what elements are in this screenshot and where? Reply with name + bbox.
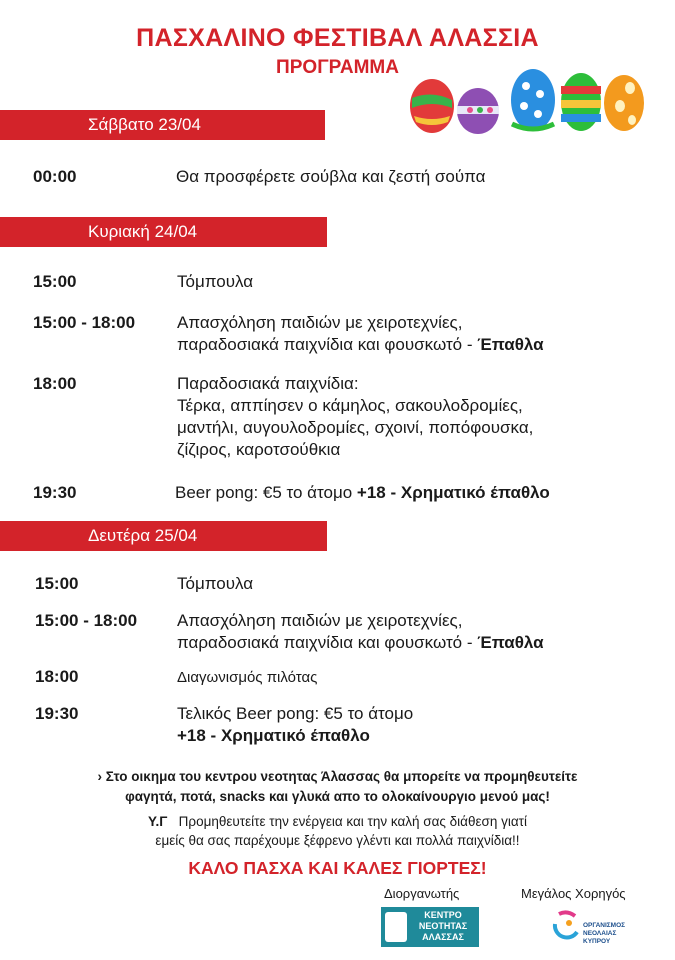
event-description xyxy=(177,573,253,595)
event-description xyxy=(177,703,413,747)
event-time: 15:00 - 18:00 xyxy=(35,611,138,630)
ps-line: Υ.Γ Προμηθευτείτε την ενέργεια και την καλή σας διάθεση γιατί xyxy=(148,814,527,829)
event-time: 15:00 xyxy=(35,574,79,593)
organizer-logo: ΚΕΝΤΡΟ ΝΕΟΤΗΤΑΣ ΑΛΑΣΣΑΣ xyxy=(381,907,479,947)
event-time: 19:30 xyxy=(33,483,77,502)
egg-blue-icon xyxy=(511,69,555,131)
event-line: παραδοσιακά παιχνίδια και φουσκωτό - xyxy=(177,335,478,354)
event-line: Τόμπουλα xyxy=(177,574,254,593)
prize-label: Έπαθλα xyxy=(477,335,544,354)
event-time: 19:30 xyxy=(35,704,79,723)
event-line: μαντήλι, αυγουλοδρομίες, σχοινί, ποπόφουσκα, xyxy=(177,418,534,437)
venue-note-line: › Στο οικημα του κεντρου νεοτητας Άλασσας θα μπορείτε να προμηθευτείτε xyxy=(97,769,578,784)
event-line: Τελικός Beer pong: €5 το άτομο xyxy=(177,704,414,723)
event-description xyxy=(176,166,485,188)
prize-label: Έπαθλα xyxy=(477,633,544,652)
event-time: 00:00 xyxy=(33,167,77,186)
day-header-sunday: Κυριακή 24/04 xyxy=(0,217,327,247)
event-line: Παραδοσιακά παιχνίδια: xyxy=(177,374,359,393)
event-time: 18:00 xyxy=(33,374,77,393)
egg-purple-icon xyxy=(457,88,499,134)
program-subtitle: ΠΡΟΓΡΑΜΜΑ xyxy=(276,57,399,78)
event-line: Απασχόληση παιδιών με χειροτεχνίες, xyxy=(177,313,463,332)
day-header-saturday: Σάββατο 23/04 xyxy=(0,110,325,140)
easter-greeting: ΚΑΛΟ ΠΑΣΧΑ ΚΑΙ ΚΑΛΕΣ ΓΙΟΡΤΕΣ! xyxy=(188,858,487,878)
event-description xyxy=(177,312,544,356)
event-line: Διαγωνισμός πιλότας xyxy=(177,669,318,686)
youth-center-icon xyxy=(385,912,407,942)
event-line: Τέρκα, αππίησεν ο κάμηλος, σακουλοδρομίες, xyxy=(177,396,523,415)
prize-label: +18 - Χρηματικό έπαθλο xyxy=(356,483,550,502)
event-description xyxy=(177,373,533,461)
event-line: Τόμπουλα xyxy=(177,272,254,291)
event-time: 15:00 - 18:00 xyxy=(33,313,136,332)
ps-label: Υ.Γ xyxy=(148,814,168,829)
event-line: Beer pong: €5 το άτομο xyxy=(175,483,357,502)
prize-label: +18 - Χρηματικό έπαθλο xyxy=(177,726,370,745)
event-line: παραδοσιακά παιχνίδια και φουσκωτό - xyxy=(177,633,478,652)
festival-title: ΠΑΣΧΑΛΙΝΟ ΦΕΣΤΙΒΑΛ ΑΛΑΣΣΙΑ xyxy=(136,24,539,52)
event-description xyxy=(177,667,317,689)
event-description xyxy=(177,610,544,654)
ps-line: εμείς θα σας παρέχουμε ξέφρενο γλέντι και πολλά παιχνίδια!! xyxy=(155,833,520,848)
easter-eggs-illustration xyxy=(408,66,648,136)
venue-note-line: φαγητά, ποτά, snacks και γλυκά απο το ολοκαίνουργιο μενού μας! xyxy=(125,789,550,804)
event-line: ζίζιρος, καροτσούθκια xyxy=(177,440,341,459)
day-header-monday: Δευτέρα 25/04 xyxy=(0,521,327,551)
egg-red-icon xyxy=(410,79,454,133)
youth-board-icon xyxy=(549,906,583,942)
egg-orange-icon xyxy=(604,75,644,131)
organizer-label: Διοργανωτής xyxy=(384,886,460,901)
egg-striped-icon xyxy=(561,73,601,131)
sponsor-label: Μεγάλος Χορηγός xyxy=(521,886,626,901)
event-time: 18:00 xyxy=(35,667,79,686)
event-time: 15:00 xyxy=(33,272,77,291)
event-description xyxy=(177,271,253,293)
event-description xyxy=(175,482,550,504)
sponsor-logo: ΟΡΓΑΝΙΣΜΟΣ ΝΕΟΛΑΙΑΣ ΚΥΠΡΟΥ xyxy=(549,906,639,956)
event-line: Απασχόληση παιδιών με χειροτεχνίες, xyxy=(177,611,463,630)
event-line: Θα προσφέρετε σούβλα και ζεστή σούπα xyxy=(176,167,486,186)
